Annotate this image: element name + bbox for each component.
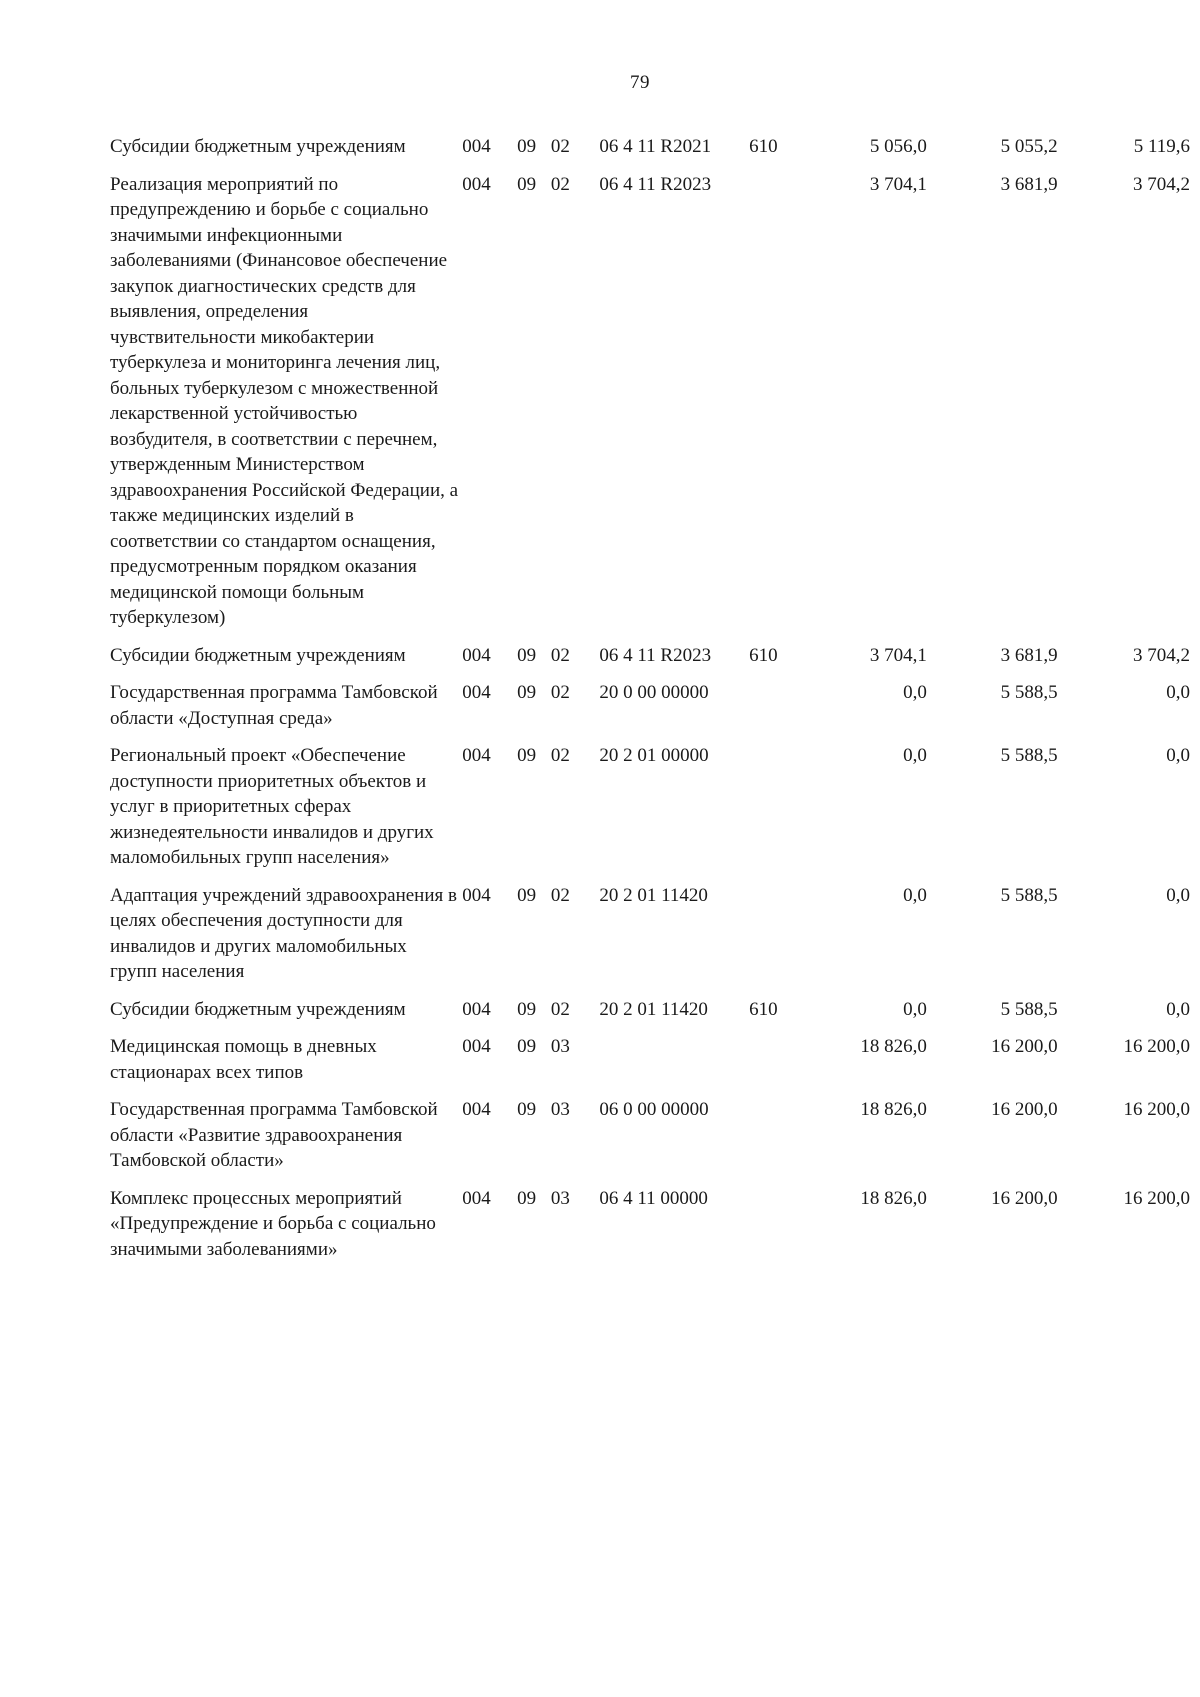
amount-year-3: 16 200,0 [1123,1099,1190,1120]
target-article-code: 20 2 01 11420 [599,884,708,906]
amount-year-3: 16 200,0 [1123,1187,1190,1209]
amount-year-2: 5 588,5 [1000,682,1058,703]
amount-year-3: 3 704,2 [1133,644,1190,666]
amount-year-2: 16 200,0 [991,1099,1058,1120]
amount-year-2: 3 681,9 [1000,644,1058,666]
amount-year-1: 5 056,0 [869,136,927,157]
section-code: 09 [517,998,537,1020]
ministry-code: 004 [462,644,491,666]
amount-year-1: 18 826,0 [860,1036,927,1057]
target-article-code [599,1034,749,1097]
ministry-code: 004 [462,998,491,1020]
subsection-code: 02 [550,644,570,666]
table-row [110,134,1190,172]
ministry-code: 004 [462,884,491,906]
amount-year-2: 3 681,9 [1000,173,1058,195]
amount-year-2: 5 588,5 [1000,745,1058,766]
ministry-code: 004 [462,682,491,703]
subsection-code: 02 [550,745,570,766]
subsection-code: 02 [550,173,570,195]
amount-year-2: 16 200,0 [991,1187,1058,1209]
amount-year-3: 0,0 [1166,682,1190,703]
amount-year-3: 0,0 [1166,745,1190,766]
ministry-code: 004 [462,745,491,766]
expense-type-code [749,172,806,643]
section-code: 09 [517,173,537,195]
table-row [110,680,1190,743]
row-name: Адаптация учреждений здравоохранения в целях обеспечения доступности для инвалидов и других маломобильных групп населения [110,884,457,982]
ministry-code: 004 [462,173,491,195]
amount-year-2: 16 200,0 [991,1036,1058,1057]
subsection-code: 02 [550,884,570,906]
row-name: Региональный проект «Обеспечение доступности приоритетных объектов и услуг в приоритетных сферах жизнедеятельности инвалидов и других маломобильных групп населения» [110,745,434,868]
amount-year-1: 0,0 [903,998,927,1020]
ministry-code: 004 [462,136,491,157]
row-name: Государственная программа Тамбовской области «Доступная среда» [110,682,438,729]
section-code: 09 [517,682,537,703]
target-article-code: 20 0 00 00000 [599,682,709,703]
table-row [110,883,1190,997]
expense-type-code [749,680,806,743]
section-code: 09 [517,1187,537,1209]
section-code: 09 [517,1099,537,1120]
section-code: 09 [517,884,537,906]
table-row [110,997,1190,1035]
row-name: Реализация мероприятий по предупреждению и борьбе с социально значимыми инфекционными заболеваниями (Финансовое обеспечение закупок диагностических средств для выявления, определения чувствительности микобактерии туберкулеза и мониторинга лечения лиц, больных туберкулезом с множественной лекарственной устойчивостью возбудителя, в соответствии с перечнем, утвержденным Министерством здравоохранения Российской Федерации, а также медицинских изделий в соответствии со стандартом оснащения, предусмотренным порядком оказания медицинской помощи больным туберкулезом) [110,173,459,628]
ministry-code: 004 [462,1099,491,1120]
amount-year-2: 5 055,2 [1000,136,1058,157]
target-article-code: 20 2 01 00000 [599,745,709,766]
section-code: 09 [517,644,537,666]
amount-year-1: 0,0 [903,745,927,766]
target-article-code: 06 4 11 R2023 [599,644,712,666]
budget-table [110,134,1190,1274]
amount-year-1: 0,0 [903,884,927,906]
subsection-code: 03 [550,1036,570,1057]
amount-year-2: 5 588,5 [1000,884,1058,906]
amount-year-3: 5 119,6 [1133,136,1190,157]
table-row [110,1186,1190,1275]
amount-year-1: 0,0 [903,682,927,703]
amount-year-2: 5 588,5 [1000,998,1058,1020]
page-number: 79 [630,72,650,93]
section-code: 09 [517,1036,537,1057]
target-article-code: 06 4 11 R2023 [599,173,712,195]
table-row [110,1097,1190,1186]
amount-year-1: 18 826,0 [860,1187,927,1209]
expense-type-code [749,743,806,883]
table-row [110,172,1190,643]
table-body [110,134,1190,1274]
subsection-code: 03 [550,1187,570,1209]
subsection-code: 02 [550,136,570,157]
row-name: Субсидии бюджетным учреждениям [110,998,406,1020]
target-article-code: 06 0 00 00000 [599,1099,709,1120]
subsection-code: 02 [550,682,570,703]
amount-year-3: 0,0 [1166,998,1190,1020]
subsection-code: 03 [550,1099,570,1120]
expense-type-code: 610 [749,644,778,666]
expense-type-code: 610 [749,136,778,157]
table-row [110,1034,1190,1097]
row-name: Комплекс процессных мероприятий «Предупреждение и борьба с социально значимыми заболеваниями» [110,1187,436,1260]
amount-year-3: 3 704,2 [1133,173,1190,195]
amount-year-3: 0,0 [1166,884,1190,906]
row-name: Государственная программа Тамбовской области «Развитие здравоохранения Тамбовской области» [110,1099,438,1171]
row-name: Субсидии бюджетным учреждениям [110,136,406,157]
target-article-code: 20 2 01 11420 [599,998,708,1020]
row-name: Субсидии бюджетным учреждениям [110,644,406,666]
expense-type-code: 610 [749,998,778,1020]
target-article-code: 06 4 11 R2021 [599,136,712,157]
ministry-code: 004 [462,1187,491,1209]
table-row [110,643,1190,681]
expense-type-code [749,883,806,997]
target-article-code: 06 4 11 00000 [599,1187,708,1209]
amount-year-1: 3 704,1 [869,173,927,195]
section-code: 09 [517,745,537,766]
expense-type-code [749,1097,806,1186]
section-code: 09 [517,136,537,157]
amount-year-3: 16 200,0 [1123,1036,1190,1057]
row-name: Медицинская помощь в дневных стационарах всех типов [110,1036,377,1083]
subsection-code: 02 [550,998,570,1020]
expense-type-code [749,1186,806,1275]
amount-year-1: 18 826,0 [860,1099,927,1120]
ministry-code: 004 [462,1036,491,1057]
amount-year-1: 3 704,1 [869,644,927,666]
table-row [110,743,1190,883]
expense-type-code [749,1034,806,1097]
